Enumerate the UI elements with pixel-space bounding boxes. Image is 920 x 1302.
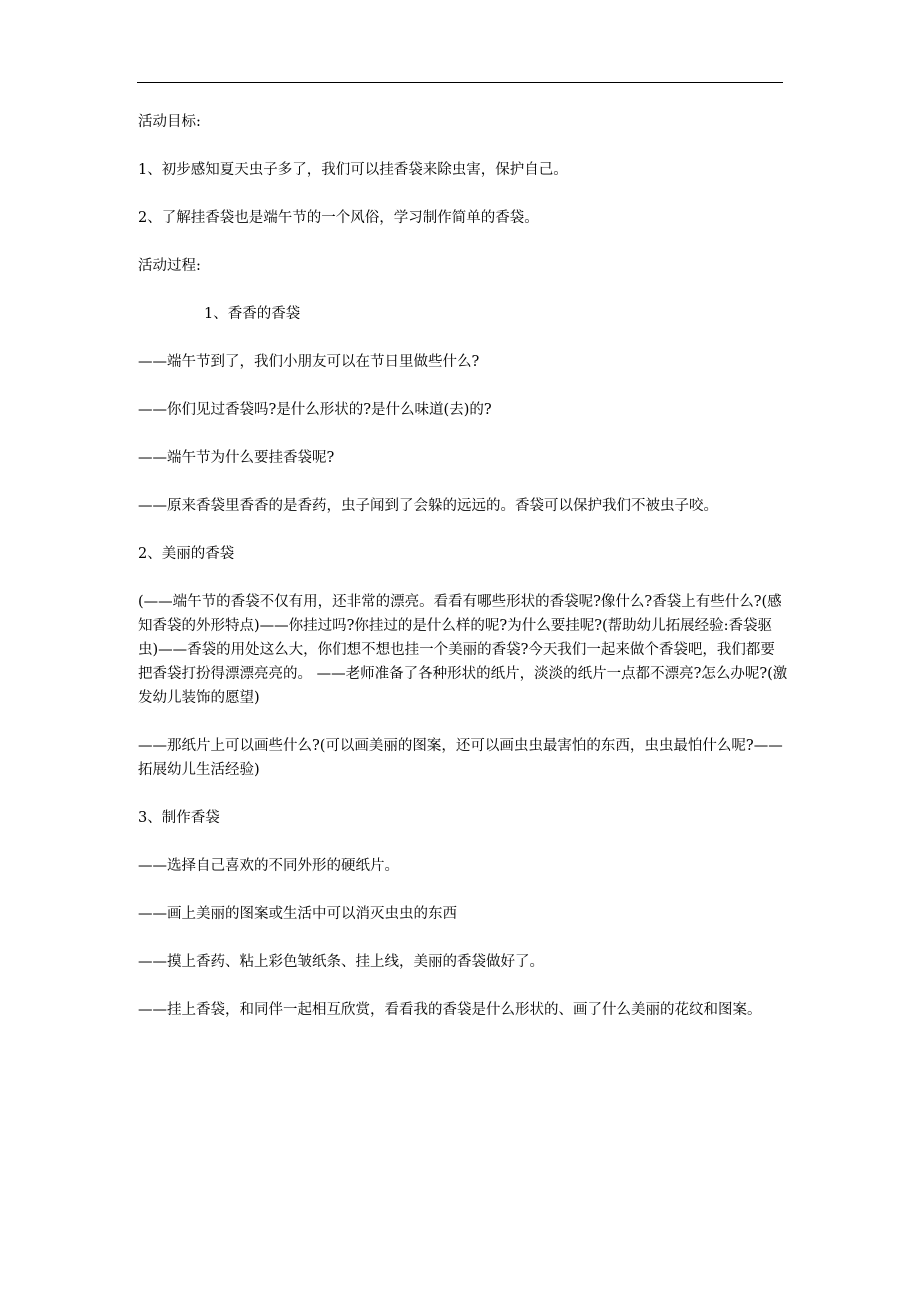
header-rule [137,82,783,83]
section-title: 2、美丽的香袋 [138,546,235,562]
section-title: 1、香香的香袋 [204,306,301,322]
step-line: ——选择自己喜欢的不同外形的硬纸片。 [138,858,399,874]
heading-goals: 活动目标: [138,114,201,130]
body-paragraph: ——那纸片上可以画些什么?(可以画美丽的图案，还可以画虫虫最害怕的东西，虫虫最怕什么呢?——拓展幼儿生活经验) [138,738,783,778]
dialog-line: ——原来香袋里香香的是香药，虫子闻到了会躲的远远的。香袋可以保护我们不被虫子咬。 [138,498,718,514]
dialog-line: ——端午节为什么要挂香袋呢? [138,450,335,466]
document-body [138,110,788,1022]
section-title: 3、制作香袋 [138,810,220,826]
body-paragraph: (——端午节的香袋不仅有用，还非常的漂亮。看看有哪些形状的香袋呢?像什么?香袋上有些什么?(感知香袋的外形特点)——你挂过吗?你挂过的是什么样的呢?为什么要挂呢?(帮助幼儿拓展经验:香袋驱虫)——香袋的用处这么大，你们想不想也挂一个美丽的香袋?今天我们一起来做个香袋吧，我们都要把香袋打扮得漂漂亮亮的。 ——老师准备了各种形状的纸片，淡淡的纸片一点都不漂亮?怎么办呢?(激发幼儿装饰的愿望) [138,594,788,706]
goal-item: 1、初步感知夏天虫子多了，我们可以挂香袋来除虫害，保护自己。 [138,162,568,178]
goal-item: 2、了解挂香袋也是端午节的一个风俗，学习制作简单的香袋。 [138,210,539,226]
step-line: ——挂上香袋，和同伴一起相互欣赏，看看我的香袋是什么形状的、画了什么美丽的花纹和图案。 [138,1002,762,1018]
heading-process: 活动过程: [138,258,201,274]
step-line: ——画上美丽的图案或生活中可以消灭虫虫的东西 [138,906,457,922]
dialog-line: ——你们见过香袋吗?是什么形状的?是什么味道(去)的? [138,402,492,418]
step-line: ——摸上香药、粘上彩色皱纸条、挂上线，美丽的香袋做好了。 [138,954,544,970]
dialog-line: ——端午节到了，我们小朋友可以在节日里做些什么? [138,354,480,370]
